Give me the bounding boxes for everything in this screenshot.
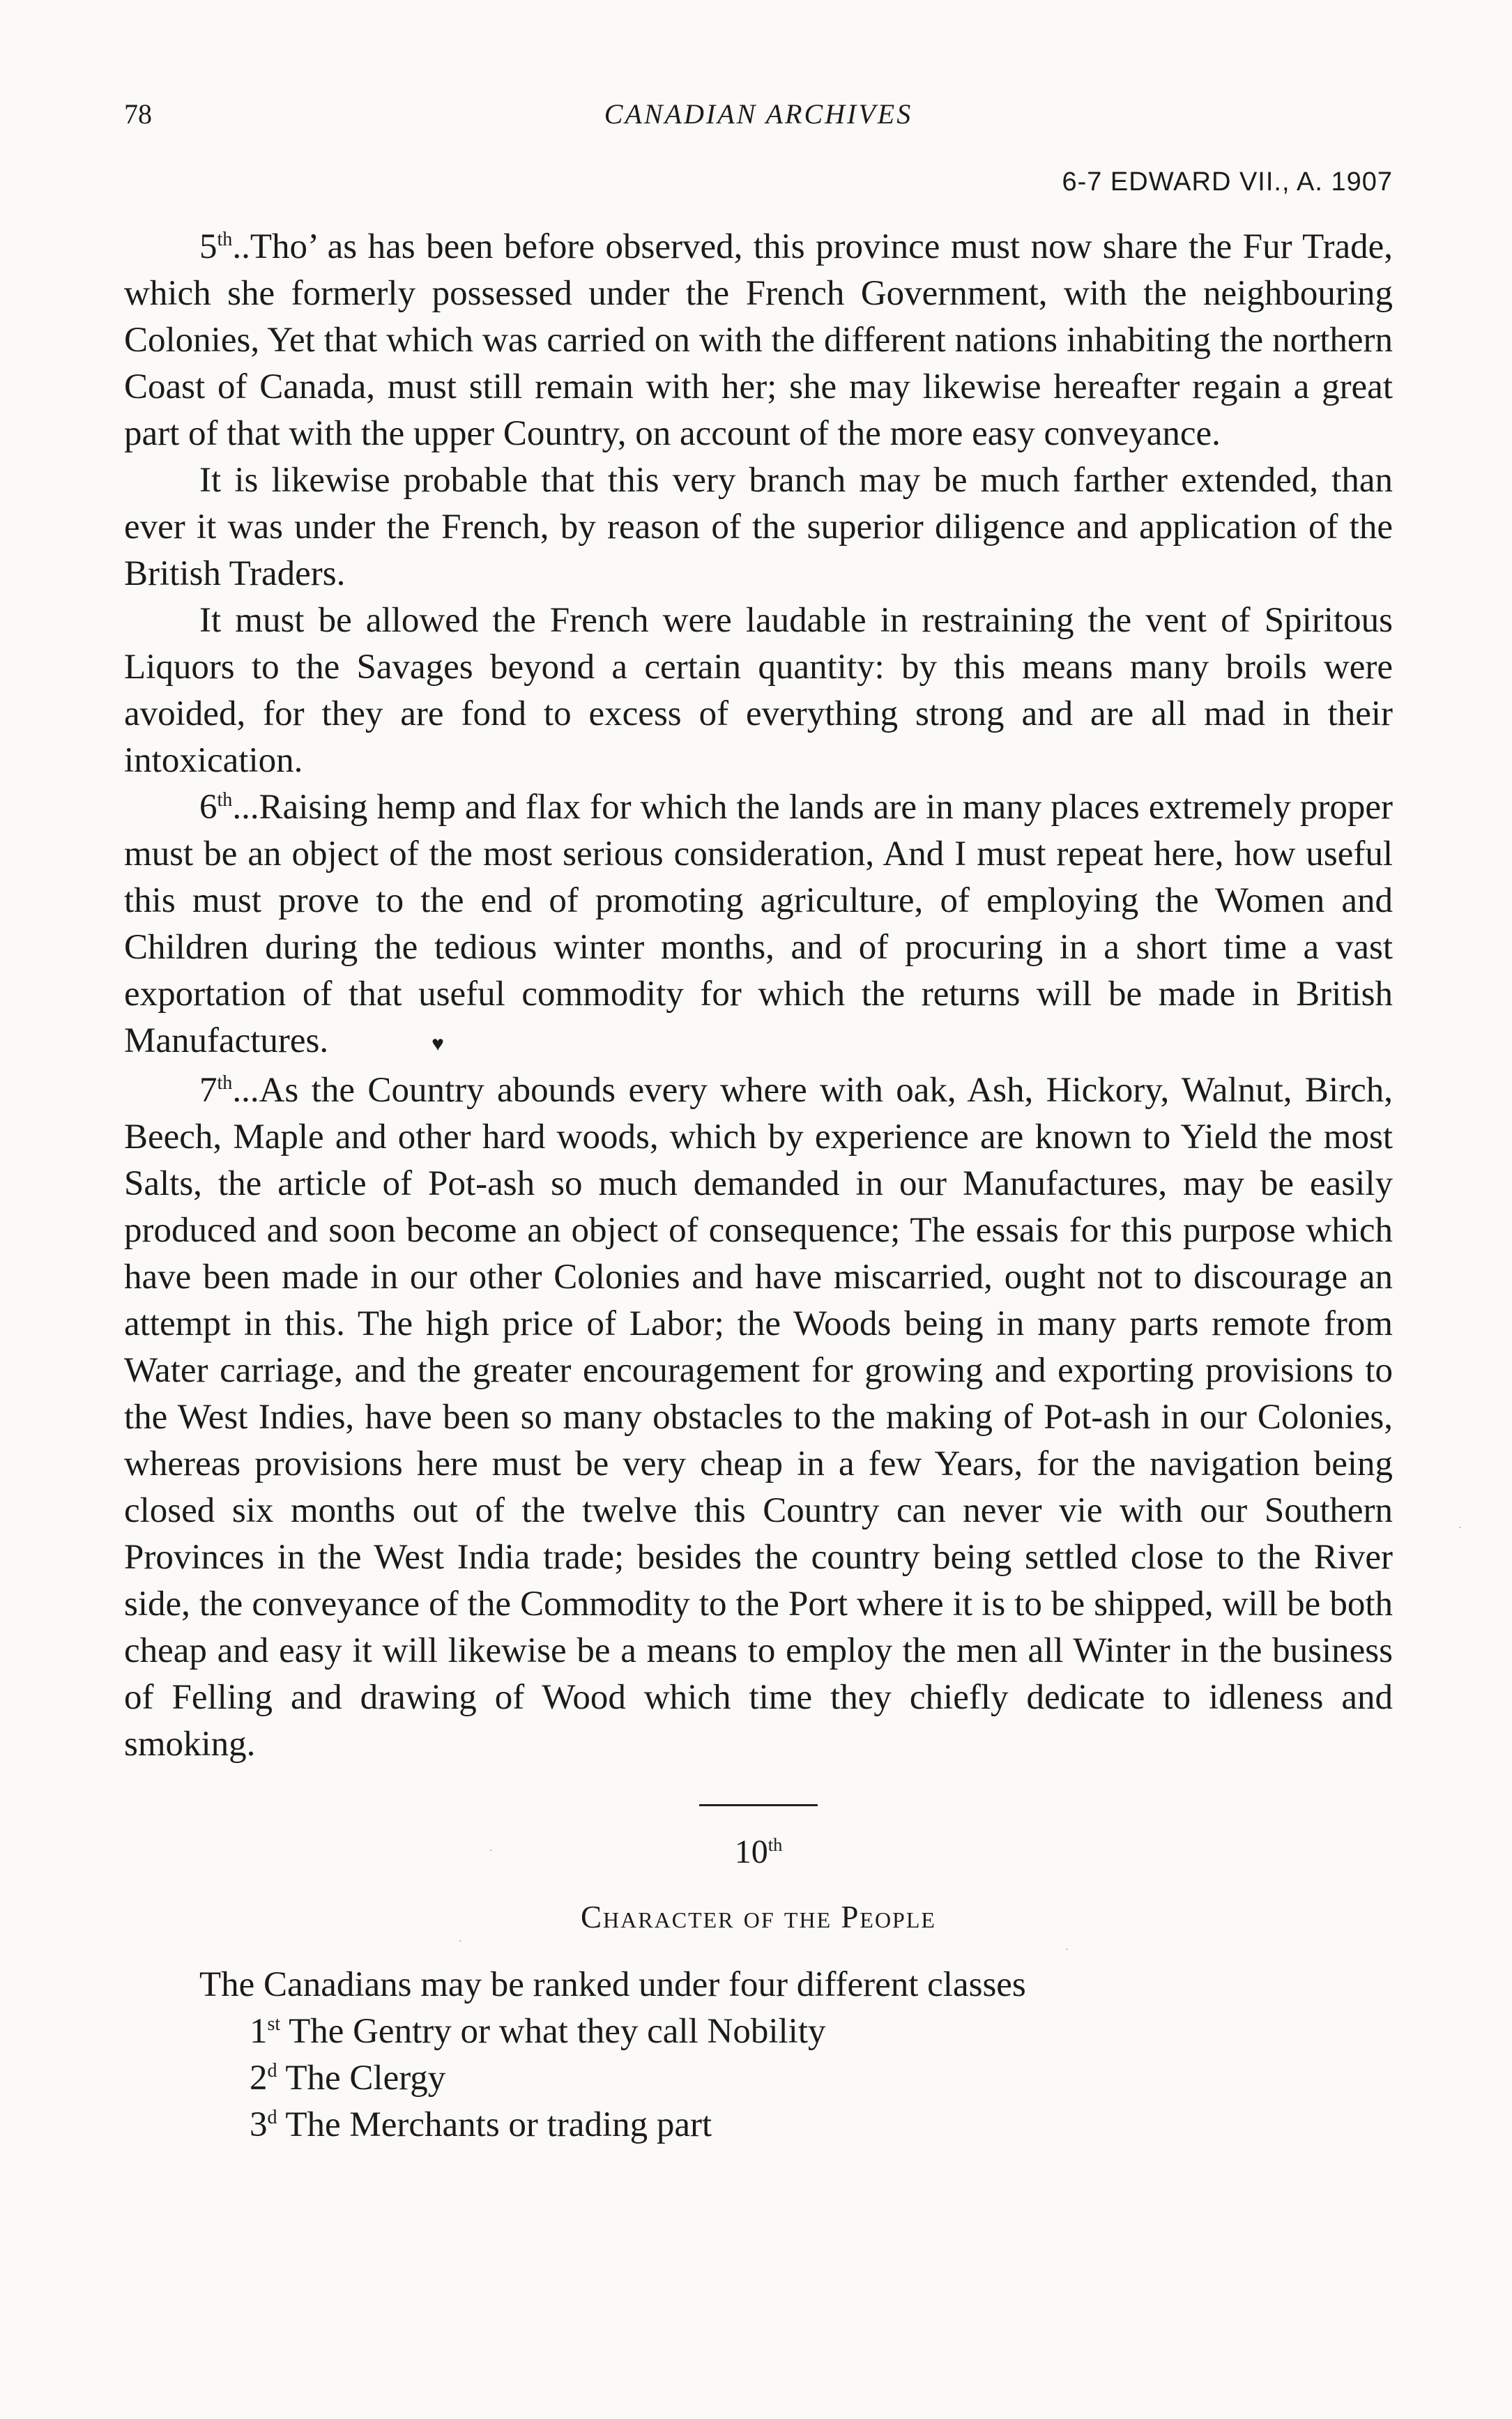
list-text: The Gentry or what they call Nobility xyxy=(289,2011,826,2051)
list-ordinal: 1 xyxy=(250,2011,268,2051)
body-text xyxy=(124,224,1393,1768)
section-number-value: 10 xyxy=(734,1833,768,1870)
paragraph-text: As the Country abounds every where with oak, Ash, Hickory, Walnut, Birch, Beech, Maple and other hard woods, which by experience are known to Yield the most Salts, the article of Pot-ash so much demanded in our Manufactures, may be easily produced and soon become an object of consequence; The essais for this purpose which have been made in our other Colonies and have miscarried, ought not to discourage an attempt in this. The high price of Labor; the Woods being in many parts remote from Water carriage, and the greater encouragement for growing and exporting provisions to the West Indies, have been so many obstacles to the making of Pot-ash in our Colonies, whereas provisions here must be very cheap in a few Years, for the navigation being closed six months out of the twelve this Country can never vie with our Southern Provinces in the West India trade; besides the country being settled close to the River side, the conveyance of the Commodity to the Port where it is to be shipped, will be both cheap and easy it will likewise be a means to employ the men all Winter in the business of Felling and drawing of Wood which time they chiefly dedicate to idleness and smoking. xyxy=(124,1070,1393,1764)
page-number: 78 xyxy=(124,98,152,130)
list-ordinal: 2 xyxy=(250,2058,268,2098)
list-item xyxy=(250,2055,1393,2102)
ordinal-separator: ... xyxy=(232,788,259,827)
section-number xyxy=(124,1833,1393,1871)
class-list xyxy=(124,2008,1393,2149)
paragraph-7th xyxy=(124,1067,1393,1768)
paragraph-text: Raising hemp and flax for which the lands are in many places extremely proper must be an object of the most serious consideration, And I must repeat here, how useful this must prove to the end of promoting agriculture, of employing the Women and Children during the tedious winter months, and of procuring in a short time a vast exportation of that useful commodity for which the returns will be made in British Manufactures. xyxy=(124,788,1393,1060)
running-head xyxy=(124,98,1393,146)
journal-title: CANADIAN ARCHIVES xyxy=(604,98,913,130)
print-speck: · xyxy=(1065,1945,1069,1955)
list-ordinal-suffix: st xyxy=(267,2013,281,2035)
stray-mark: ♥ xyxy=(432,1032,444,1055)
paragraph-5th xyxy=(124,224,1393,457)
paragraph-text: It must be allowed the French were laudable in restraining the vent of Spiritous Liquors to the Savages beyond a certain quantity: by this means many broils were avoided, for they are fond to excess of everything strong and are all mad in their intoxication. xyxy=(124,601,1393,780)
session-label: 6-7 EDWARD VII., A. 1907 xyxy=(1062,167,1393,197)
print-speck: · xyxy=(459,1937,462,1947)
list-ordinal-suffix: d xyxy=(267,2059,277,2082)
print-speck: · xyxy=(489,1846,493,1856)
section-heading: Character of the People xyxy=(581,1899,936,1935)
paragraph-text: It is likewise probable that this very branch may be much farther extended, than ever it was under the French, by reason of the superior diligence and application of the British Traders. xyxy=(124,461,1393,593)
page xyxy=(124,98,1393,2149)
paragraph-ordinal: 6 xyxy=(199,788,217,827)
list-item xyxy=(250,2008,1393,2055)
print-speck: · xyxy=(1458,1523,1462,1534)
ordinal-suffix: th xyxy=(217,229,233,250)
paragraph-text: Tho’ as has been before observed, this province must now share the Fur Trade, which she formerly possessed under the French Government, with the neighbouring Colonies, Yet that which was carried on with the different nations inhabiting the northern Coast of Canada, must still remain with her; she may likewise hereafter regain a great part of that with the upper Country, on account of the more easy conveyance. xyxy=(124,227,1393,453)
list-text: The Merchants or trading part xyxy=(285,2105,712,2144)
ordinal-separator: ... xyxy=(232,1070,259,1110)
paragraph-allowed xyxy=(124,597,1393,784)
paragraph-ordinal: 5 xyxy=(199,227,217,266)
section-number-suffix: th xyxy=(768,1833,783,1855)
paragraph-ordinal: 7 xyxy=(199,1070,217,1110)
section-intro: The Canadians may be ranked under four different classes xyxy=(199,1964,1026,2004)
ordinal-suffix: th xyxy=(217,1071,233,1094)
ordinal-separator: .. xyxy=(232,227,250,266)
list-item xyxy=(250,2102,1393,2149)
paragraph-likewise xyxy=(124,457,1393,597)
section-rule xyxy=(699,1804,818,1806)
ordinal-suffix: th xyxy=(217,789,233,811)
list-ordinal-suffix: d xyxy=(267,2106,277,2128)
list-text: The Clergy xyxy=(285,2058,446,2098)
paragraph-6th xyxy=(124,784,1393,1067)
list-ordinal: 3 xyxy=(250,2105,268,2144)
